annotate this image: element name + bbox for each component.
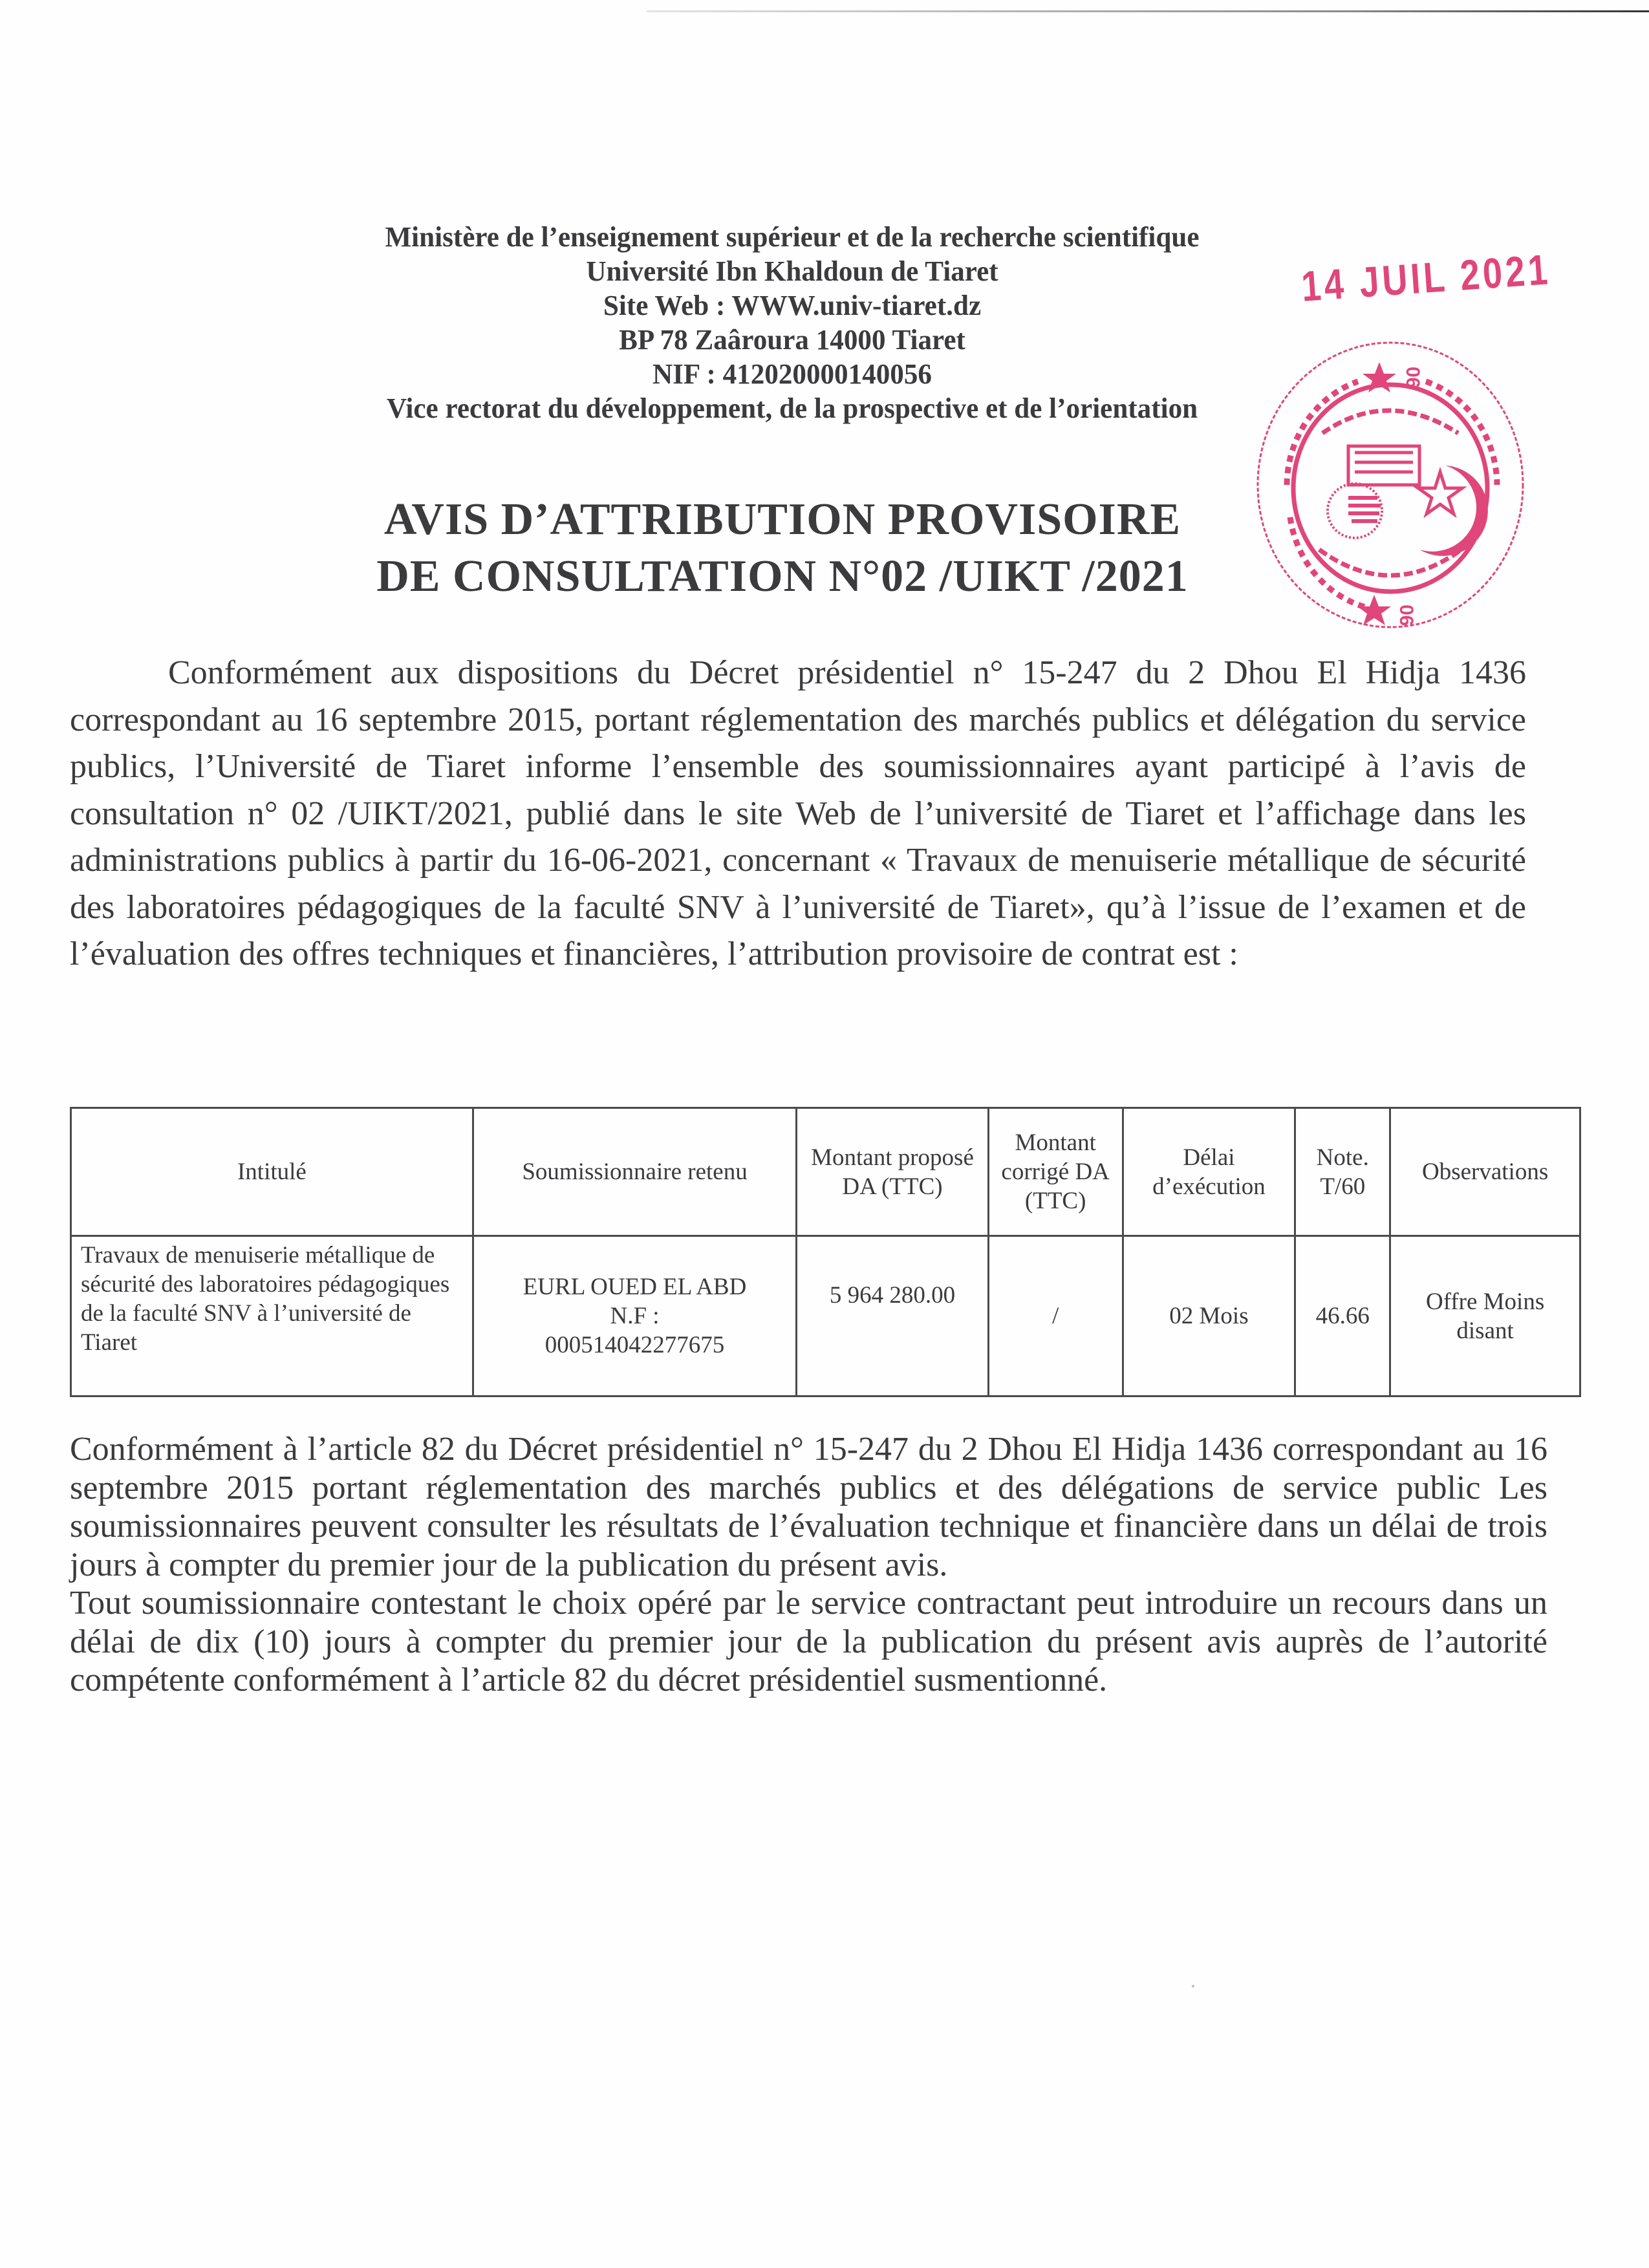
cell-montant-propose: 5 964 280.00 [797, 1236, 989, 1396]
soumissionnaire-nf: 000514042277675 [544, 1332, 725, 1358]
header-vice-rectorat: Vice rectorat du développement, de la prospective et de l’orientation [386, 392, 1198, 424]
closing-section [70, 1430, 1547, 1700]
column-header-montant-propose: Montant proposé DA (TTC) [797, 1108, 989, 1236]
soumissionnaire-name: EURL OUED EL ABD [523, 1274, 747, 1300]
title-line-2: DE CONSULTATION N°02 /UIKT /2021 [376, 551, 1189, 601]
seal-number-bottom: 06 [1396, 604, 1417, 626]
column-header-delai: Délai d’exécution [1123, 1108, 1295, 1236]
cell-montant-corrige: / [988, 1236, 1123, 1396]
cell-soumissionnaire [473, 1236, 796, 1396]
cell-delai: 02 Mois [1123, 1236, 1295, 1396]
soumissionnaire-nf-label: N.F : [610, 1303, 660, 1329]
column-header-intitule: Intitulé [71, 1108, 473, 1236]
cell-intitule: Travaux de menuiserie métallique de sécurité des laboratoires pédagogiques de la faculté SNV à l’université de Tiaret [71, 1236, 473, 1396]
header-nif: NIF : 412020000140056 [652, 358, 932, 390]
cell-observations: Offre Moins disant [1390, 1236, 1580, 1396]
cell-note: 46.66 [1295, 1236, 1390, 1396]
intro-paragraph [70, 650, 1526, 978]
closing-paragraph-consultation: Conformément à l’article 82 du Décret présidentiel n° 15-247 du 2 Dhou El Hidja 1436 correspondant au 16 septembre 2015 portant réglementation des marchés publics et des délégations de service public Les soumissionnaires peuvent consulter les résultats de l’évaluation technique et financière dans un délai de trois jours à compter du premier jour de la publication du présent avis. [70, 1431, 1547, 1583]
closing-paragraph-recours: Tout soumissionnaire contestant le choix opéré par le service contractant peut introduire un recours dans un délai de dix (10) jours à compter du premier jour de la publication du présent avis auprès de l’autorité compétente conformément à l’article 82 du décret présidentiel susmentionné. [70, 1585, 1547, 1698]
attribution-table [70, 1107, 1581, 1397]
seal-emblem-building [1348, 446, 1419, 485]
header-ministry: Ministère de l’enseignement supérieur et de la recherche scientifique [385, 221, 1200, 253]
header-university: Université Ibn Khaldoun de Tiaret [586, 255, 998, 287]
notice-title [0, 491, 1565, 605]
seal-number-top: 06 [1402, 367, 1423, 389]
column-header-montant-corrige: Montant corrigé DA (TTC) [988, 1108, 1123, 1236]
header-website: Site Web : WWW.univ-tiaret.dz [603, 290, 982, 321]
header-address: BP 78 Zaâroura 14000 Tiaret [619, 324, 965, 356]
date-stamp: 14 JUIL 2021 [1300, 245, 1553, 310]
column-header-soumissionnaire: Soumissionnaire retenu [473, 1108, 796, 1236]
table-row [71, 1236, 1580, 1396]
intro-paragraph-text: Conformément aux dispositions du Décret présidentiel n° 15-247 du 2 Dhou El Hidja 1436 correspondant au 16 septembre 2015, portant réglementation des marchés publics et délégation du service publics, l’Université de Tiaret informe l’ensemble des soumissionnaires ayant participé à l’avis de consultation n° 02 /UIKT/2021, publié dans le site Web de l’université de Tiaret et l’affichage dans les administrations publics à partir du 16-06-2021, concernant « Travaux de menuiserie métallique de sécurité des laboratoires pédagogiques de la faculté SNV à l’université de Tiaret», qu’à l’issue de l’examen et de l’évaluation des offres techniques et financières, l’attribution provisoire de contrat est : [70, 654, 1526, 972]
scan-speck [1192, 1985, 1194, 1987]
table-header-row [71, 1108, 1580, 1236]
title-line-1: AVIS D’ATTRIBUTION PROVISOIRE [383, 495, 1181, 544]
column-header-note: Note. T/60 [1295, 1108, 1390, 1236]
scan-artifact-line [647, 10, 1649, 12]
column-header-observations: Observations [1390, 1108, 1580, 1236]
